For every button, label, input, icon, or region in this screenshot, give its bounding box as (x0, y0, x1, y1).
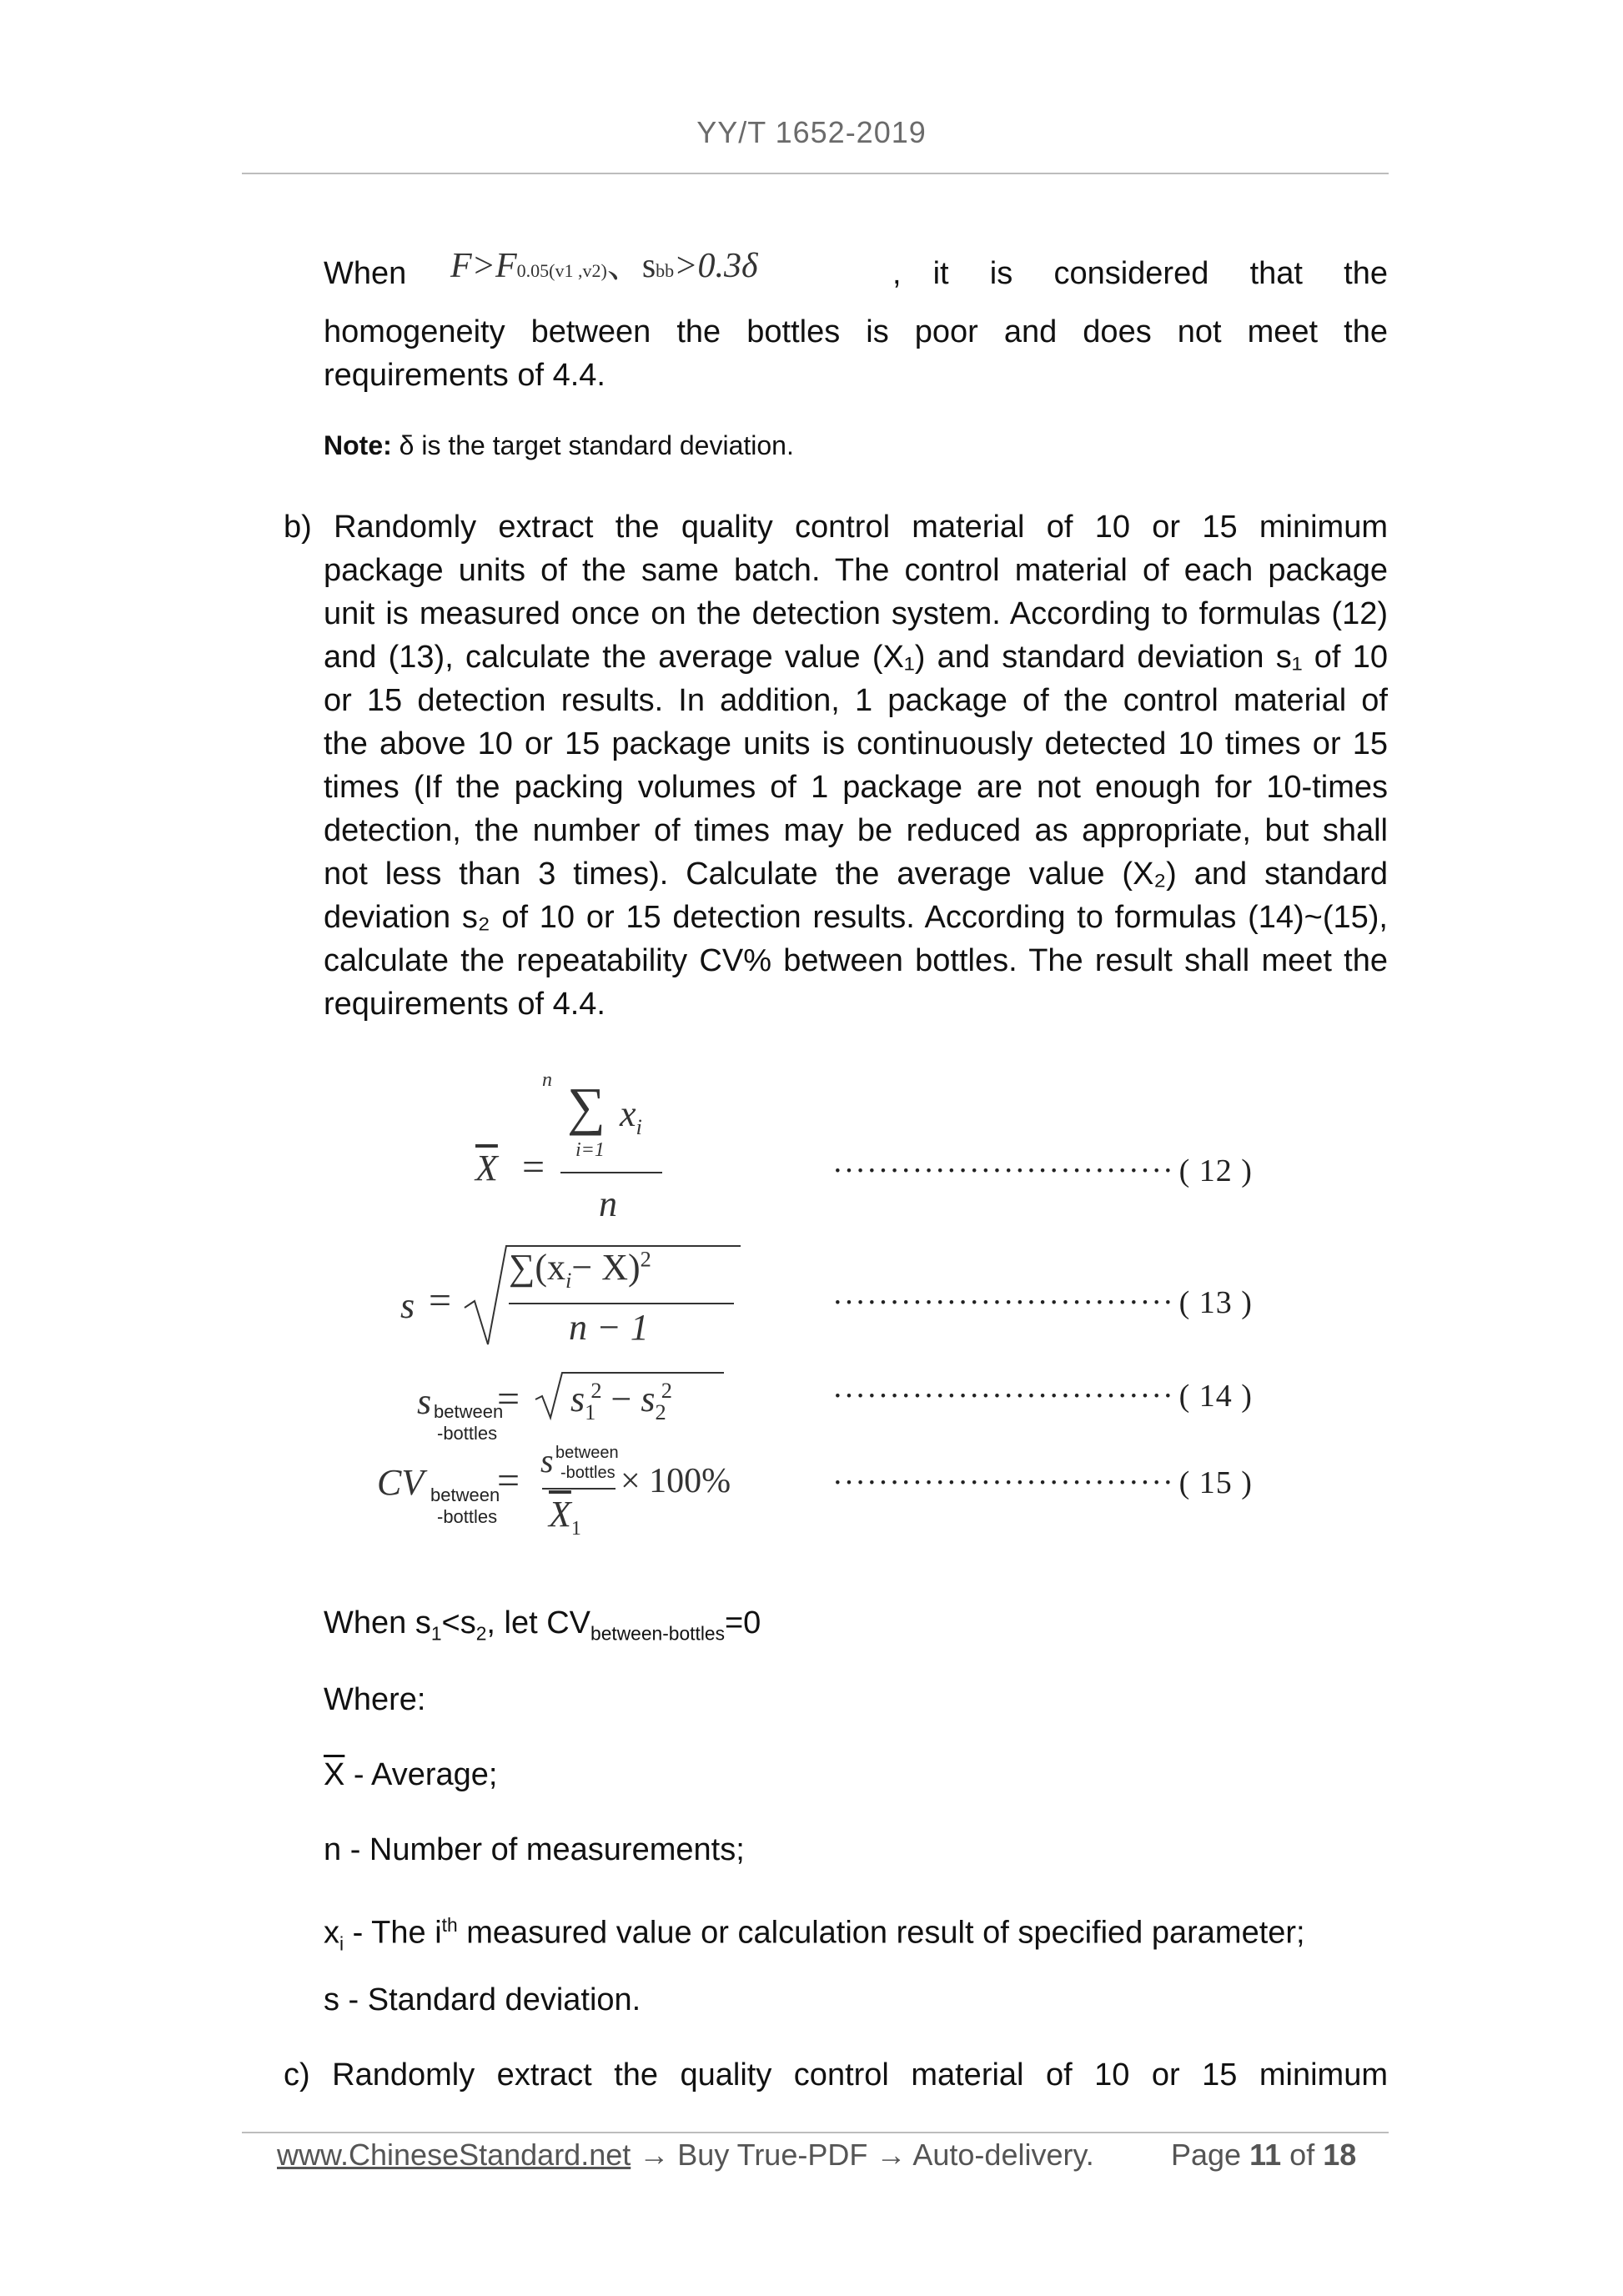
def-s-sym: s (324, 1982, 339, 2017)
def-xi-sym: x (324, 1915, 339, 1951)
paragraph-c: c) Randomly extract the quality control material of 10 or 15 minimum (284, 2057, 1388, 2093)
para-b-line: times (If the packing volumes of 1 package are not enough for 10-times (324, 770, 1388, 805)
footer-left (277, 2138, 1094, 2173)
f14-minus: − (611, 1379, 632, 1419)
where-label: Where: (324, 1682, 426, 1717)
f13-num-sub: i (565, 1267, 572, 1293)
para-b-line: and (13), calculate the average value (X₁) and standard deviation s₁ of 10 (324, 640, 1388, 675)
formula-s: 、s (606, 247, 656, 285)
f14-lhs: s (417, 1381, 432, 1422)
f13-leader (832, 1284, 1253, 1321)
document-code: YY/T 1652-2019 (696, 115, 927, 149)
footer-auto: Auto-delivery. (912, 2138, 1094, 2172)
f14-s1-sup: 2 (590, 1378, 602, 1404)
note-text: δ is the target standard deviation. (399, 430, 794, 460)
footer-buy: Buy True-PDF (677, 2138, 868, 2172)
f13-numerator (509, 1246, 651, 1294)
f15-sub1: between (430, 1485, 500, 1505)
para-b-line: unit is measured once on the detection system. According to formulas (12) (324, 596, 1388, 631)
formula-12-lhs (475, 1147, 498, 1189)
f15-num-s: s (540, 1442, 554, 1480)
f12-dots: ······························ (832, 1153, 1174, 1188)
f12-denominator: n (599, 1183, 617, 1224)
f14-s1: s (570, 1379, 585, 1419)
f12-number: ( 12 ) (1178, 1153, 1253, 1188)
def-xi (324, 1903, 1305, 1965)
f15-num-sub (555, 1443, 619, 1483)
ws-t2: <s (441, 1605, 476, 1640)
f12-leader (832, 1153, 1253, 1189)
f14-radicand (570, 1378, 672, 1425)
page-label: Page (1171, 2138, 1242, 2172)
f14-equals: = (497, 1377, 520, 1421)
f15-equals: = (497, 1459, 520, 1503)
f13-equals: = (429, 1279, 452, 1323)
formula-end: >0.3δ (674, 247, 758, 285)
f14-number: ( 14 ) (1178, 1379, 1253, 1414)
f14-lhs-sub (434, 1401, 503, 1444)
f12-sum-bottom: i=1 (575, 1139, 605, 1161)
f14-s2: s (641, 1379, 656, 1419)
f13-lhs: s (400, 1285, 415, 1326)
f12-fraction-bar (560, 1172, 662, 1173)
para-b-line: the above 10 or 15 package units is continuously detected 10 times or 15 (324, 726, 1388, 761)
def-n (324, 1828, 745, 1871)
ws-s3: between-bottles (590, 1622, 725, 1645)
f15-leader (832, 1465, 1253, 1501)
f13-denominator: n − 1 (569, 1307, 649, 1348)
f12-x: x (620, 1093, 636, 1134)
f12-xbar: $\overline{X}$ (475, 1148, 498, 1188)
f15-xbar: $\overline{X}$ (549, 1494, 571, 1535)
when-line3: requirements of 4.4. (324, 358, 605, 393)
ws-s1: 1 (430, 1622, 442, 1645)
header-rule (242, 173, 1389, 174)
ws-s2: 2 (475, 1622, 487, 1645)
def-n-text: - Number of measurements; (341, 1832, 745, 1867)
when-line2: homogeneity between the bottles is poor and does not meet the (324, 314, 1388, 349)
para-b-line: deviation s₂ of 10 or 15 detection results. According to formulas (14)~(15), (324, 900, 1388, 935)
def-xi-text-b: measured value or calculation result of specified parameter; (457, 1915, 1305, 1951)
when-lead: When (324, 256, 407, 291)
formula-f: F>F (450, 247, 517, 285)
when-tail-text: it is considered that the (932, 256, 1388, 291)
f14-dots: ······························ (832, 1379, 1174, 1414)
f13-number: ( 13 ) (1178, 1285, 1253, 1320)
f15-fraction-bar (542, 1488, 616, 1490)
f15-num-sub2: -bottles (560, 1464, 616, 1482)
footer-site-link[interactable]: www.ChineseStandard.net (277, 2138, 631, 2172)
arrow-right-icon: → (639, 2138, 670, 2172)
f13-fraction-bar (509, 1303, 734, 1304)
para-b-line: b) Randomly extract the quality control material of 10 or 15 minimum (284, 510, 1388, 545)
f13-num-b: − X) (571, 1247, 641, 1288)
page-number: 11 (1249, 2138, 1282, 2172)
f15-number: ( 15 ) (1178, 1465, 1253, 1500)
page-indicator (1171, 2138, 1356, 2173)
f15-lhs: CV (377, 1462, 425, 1503)
para-b-line: not less than 3 times). Calculate the average value (X₂) and standard (324, 857, 1388, 892)
para-b-line: calculate the repeatability CV% between bottles. The result shall meet the (324, 943, 1388, 978)
f12-sum-top: n (542, 1069, 552, 1091)
when-comma: , (892, 256, 902, 291)
f12-sigma: ∑ (567, 1077, 605, 1136)
def-s (324, 1978, 641, 2022)
def-xi-text-a: - The i (344, 1915, 442, 1951)
def-n-sym: n (324, 1832, 342, 1867)
def-xi-sub: i (339, 1932, 344, 1955)
f15-xbar-sub: 1 (570, 1517, 581, 1540)
para-b-line: detection, the number of times may be reduced as appropriate, but shall (324, 813, 1388, 848)
def-xbar: $\overline{X}$ (324, 1757, 345, 1792)
para-b-line: requirements of 4.4. (324, 987, 605, 1022)
note (324, 430, 794, 461)
f15-denominator (549, 1493, 581, 1540)
f15-lhs-sub (430, 1485, 500, 1528)
def-xi-sup: th (441, 1914, 458, 1936)
note-label: Note: (324, 430, 392, 460)
def-average (324, 1753, 497, 1796)
ws-t3: , let CV (486, 1605, 591, 1640)
f15-dots: ······························ (832, 1465, 1174, 1500)
formula-s-sub: bb (656, 260, 675, 281)
def-average-text: - Average; (344, 1757, 498, 1792)
arrow-right-icon: → (876, 2138, 907, 2172)
f13-dots: ······························ (832, 1285, 1174, 1320)
f14-sub1: between (434, 1401, 504, 1422)
f13-num-sup: 2 (640, 1246, 651, 1272)
f15-times: × 100% (621, 1462, 731, 1500)
f14-leader (832, 1378, 1253, 1414)
def-s-text: - Standard deviation. (339, 1982, 641, 2017)
ws-t4: =0 (724, 1605, 761, 1640)
when-tail (892, 252, 1388, 295)
page-total: 18 (1323, 2138, 1357, 2172)
page-of: of (1289, 2138, 1315, 2172)
footer-rule (242, 2132, 1389, 2133)
paragraph-b (284, 505, 1388, 549)
f15-sub2: -bottles (437, 1506, 498, 1527)
f13-num-a: ∑(x (509, 1247, 566, 1288)
f14-s2-sub: 2 (655, 1399, 666, 1424)
f15-num-sub1: between (555, 1444, 619, 1462)
f14-s2-sup: 2 (661, 1378, 672, 1404)
f12-equals: = (522, 1145, 545, 1189)
ws-t1: When s (324, 1605, 431, 1640)
f12-x-sub: i (636, 1113, 642, 1139)
formula-f-sub: 0.05(v1 ,v2) (516, 260, 607, 281)
condition-formula (450, 238, 758, 288)
para-b-line: package units of the same batch. The control material of each package (324, 553, 1388, 588)
f14-s1-sub: 1 (585, 1399, 596, 1424)
when-s1-s2 (324, 1601, 761, 1655)
f14-sub2: -bottles (437, 1423, 498, 1444)
para-b-line: or 15 detection results. In addition, 1 package of the control material of (324, 683, 1388, 718)
f12-term (620, 1093, 642, 1140)
paragraph-b-body (324, 549, 1388, 1026)
